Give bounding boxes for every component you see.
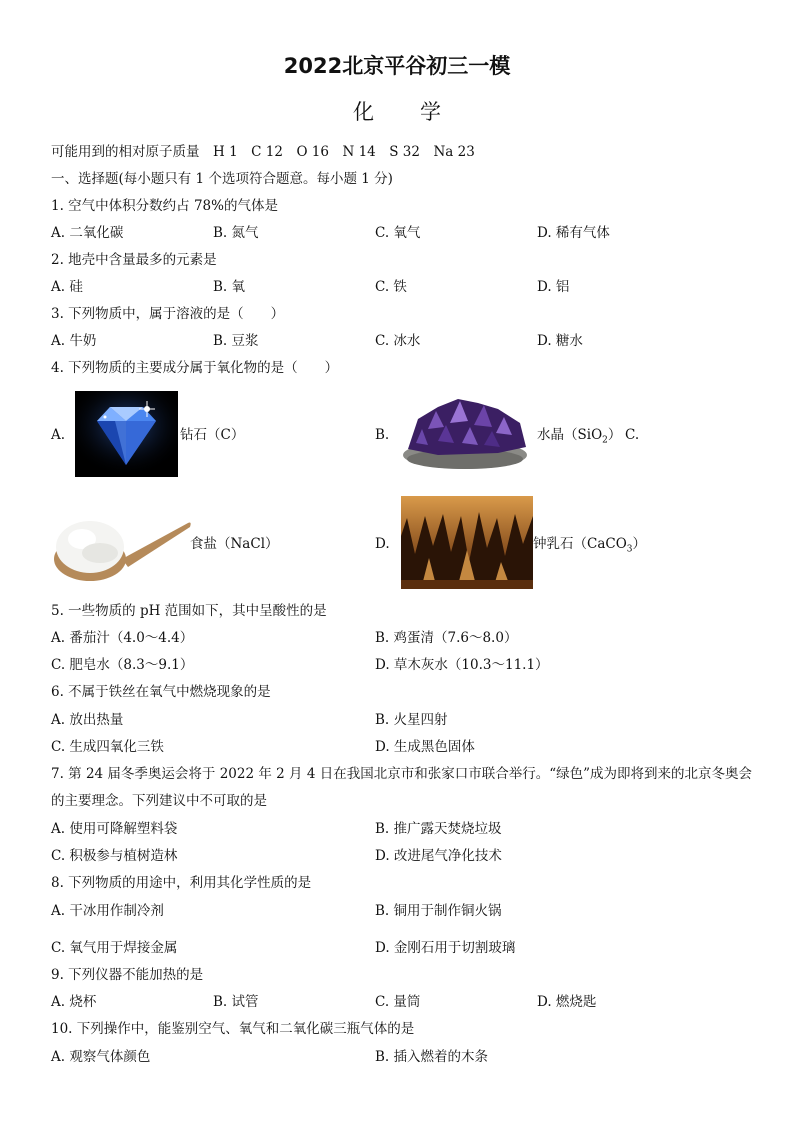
question-7-option-a: A. 使用可降解塑料袋 (51, 821, 178, 837)
question-9-option-a: A. 烧杯 (51, 994, 97, 1010)
question-2-option-a: A. 硅 (51, 279, 83, 295)
question-2-option-c: C. 铁 (375, 279, 407, 295)
question-4-option-b-letter: B. (375, 427, 390, 443)
question-4-option-b-label: 水晶（SiO$_2$） (537, 427, 622, 446)
question-3-stem: 3. 下列物质中，属于溶液的是（ ） (51, 306, 285, 322)
question-10-option-a: A. 观察气体颜色 (51, 1049, 151, 1065)
question-5-option-b: B. 鸡蛋清（7.6～8.0） (375, 630, 518, 646)
question-2-option-b: B. 氧 (213, 279, 246, 295)
question-8-stem: 8. 下列物质的用途中，利用其化学性质的是 (51, 875, 312, 891)
salt-spoon-image (52, 509, 192, 584)
stalactite-image (401, 496, 533, 589)
question-4-option-a-label: 钻石（C） (180, 427, 245, 443)
question-4-option-c-letter: C. (625, 427, 640, 443)
question-2-stem: 2. 地壳中含量最多的元素是 (51, 252, 217, 268)
question-4-stem: 4. 下列物质的主要成分属于氧化物的是（ ） (51, 360, 339, 376)
question-2-option-d: D. 铝 (537, 279, 570, 295)
question-1-option-b: B. 氮气 (213, 225, 259, 241)
question-8-option-a: A. 干冰用作制冷剂 (51, 903, 164, 919)
question-1-stem: 1. 空气中体积分数约占 78%的气体是 (51, 198, 278, 214)
question-10-option-b: B. 插入燃着的木条 (375, 1049, 489, 1065)
question-10-stem: 10. 下列操作中，能鉴别空气、氧气和二氧化碳三瓶气体的是 (51, 1021, 415, 1037)
question-1-option-a: A. 二氧化碳 (51, 225, 124, 241)
question-3-option-a: A. 牛奶 (51, 333, 97, 349)
question-9-option-c: C. 量筒 (375, 994, 421, 1010)
subject-heading: 化学 (353, 100, 487, 124)
question-3-option-d: D. 糖水 (537, 333, 583, 349)
question-5-option-c: C. 肥皂水（8.3～9.1） (51, 657, 194, 673)
question-7-stem-line-2: 的主要理念。下列建议中不可取的是 (51, 793, 267, 809)
question-8-option-d: D. 金刚石用于切割玻璃 (375, 940, 516, 956)
section-heading: 一、选择题(每小题只有 1 个选项符合题意。每小题 1 分) (51, 171, 393, 187)
page-title: 2022北京平谷初三一模 (283, 54, 511, 78)
question-7-option-d: D. 改进尾气净化技术 (375, 848, 502, 864)
atomic-mass-note: 可能用到的相对原子质量 H 1 C 12 O 16 N 14 S 32 Na 23 (51, 144, 475, 160)
question-9-option-d: D. 燃烧匙 (537, 994, 597, 1010)
question-4-option-c-label: 食盐（NaCl） (190, 536, 279, 552)
amethyst-image (398, 389, 533, 474)
question-3-option-c: C. 冰水 (375, 333, 421, 349)
question-6-option-b: B. 火星四射 (375, 712, 448, 728)
question-5-option-d: D. 草木灰水（10.3～11.1） (375, 657, 549, 673)
question-1-option-c: C. 氧气 (375, 225, 421, 241)
question-1-option-d: D. 稀有气体 (537, 225, 610, 241)
question-7-option-b: B. 推广露天焚烧垃圾 (375, 821, 502, 837)
question-6-stem: 6. 不属于铁丝在氧气中燃烧现象的是 (51, 684, 271, 700)
question-4-option-d-letter: D. (375, 536, 390, 552)
question-4-option-a-letter: A. (51, 427, 66, 443)
question-5-stem: 5. 一些物质的 pH 范围如下，其中呈酸性的是 (51, 603, 327, 619)
question-8-option-b: B. 铜用于制作铜火锅 (375, 903, 502, 919)
question-5-option-a: A. 番茄汁（4.0～4.4） (51, 630, 194, 646)
question-6-option-d: D. 生成黑色固体 (375, 739, 475, 755)
diamond-image (75, 391, 178, 477)
question-7-option-c: C. 积极参与植树造林 (51, 848, 178, 864)
question-6-option-a: A. 放出热量 (51, 712, 124, 728)
question-7-stem-line-1: 7. 第 24 届冬季奥运会将于 2022 年 2 月 4 日在我国北京市和张家口市联合举行。“绿色”成为即将到来的北京冬奥会 (51, 766, 753, 782)
question-9-stem: 9. 下列仪器不能加热的是 (51, 967, 204, 983)
question-3-option-b: B. 豆浆 (213, 333, 259, 349)
question-9-option-b: B. 试管 (213, 994, 259, 1010)
question-8-option-c: C. 氧气用于焊接金属 (51, 940, 178, 956)
question-6-option-c: C. 生成四氧化三铁 (51, 739, 164, 755)
question-4-option-d-label: 钟乳石（CaCO$_3$） (533, 536, 647, 555)
